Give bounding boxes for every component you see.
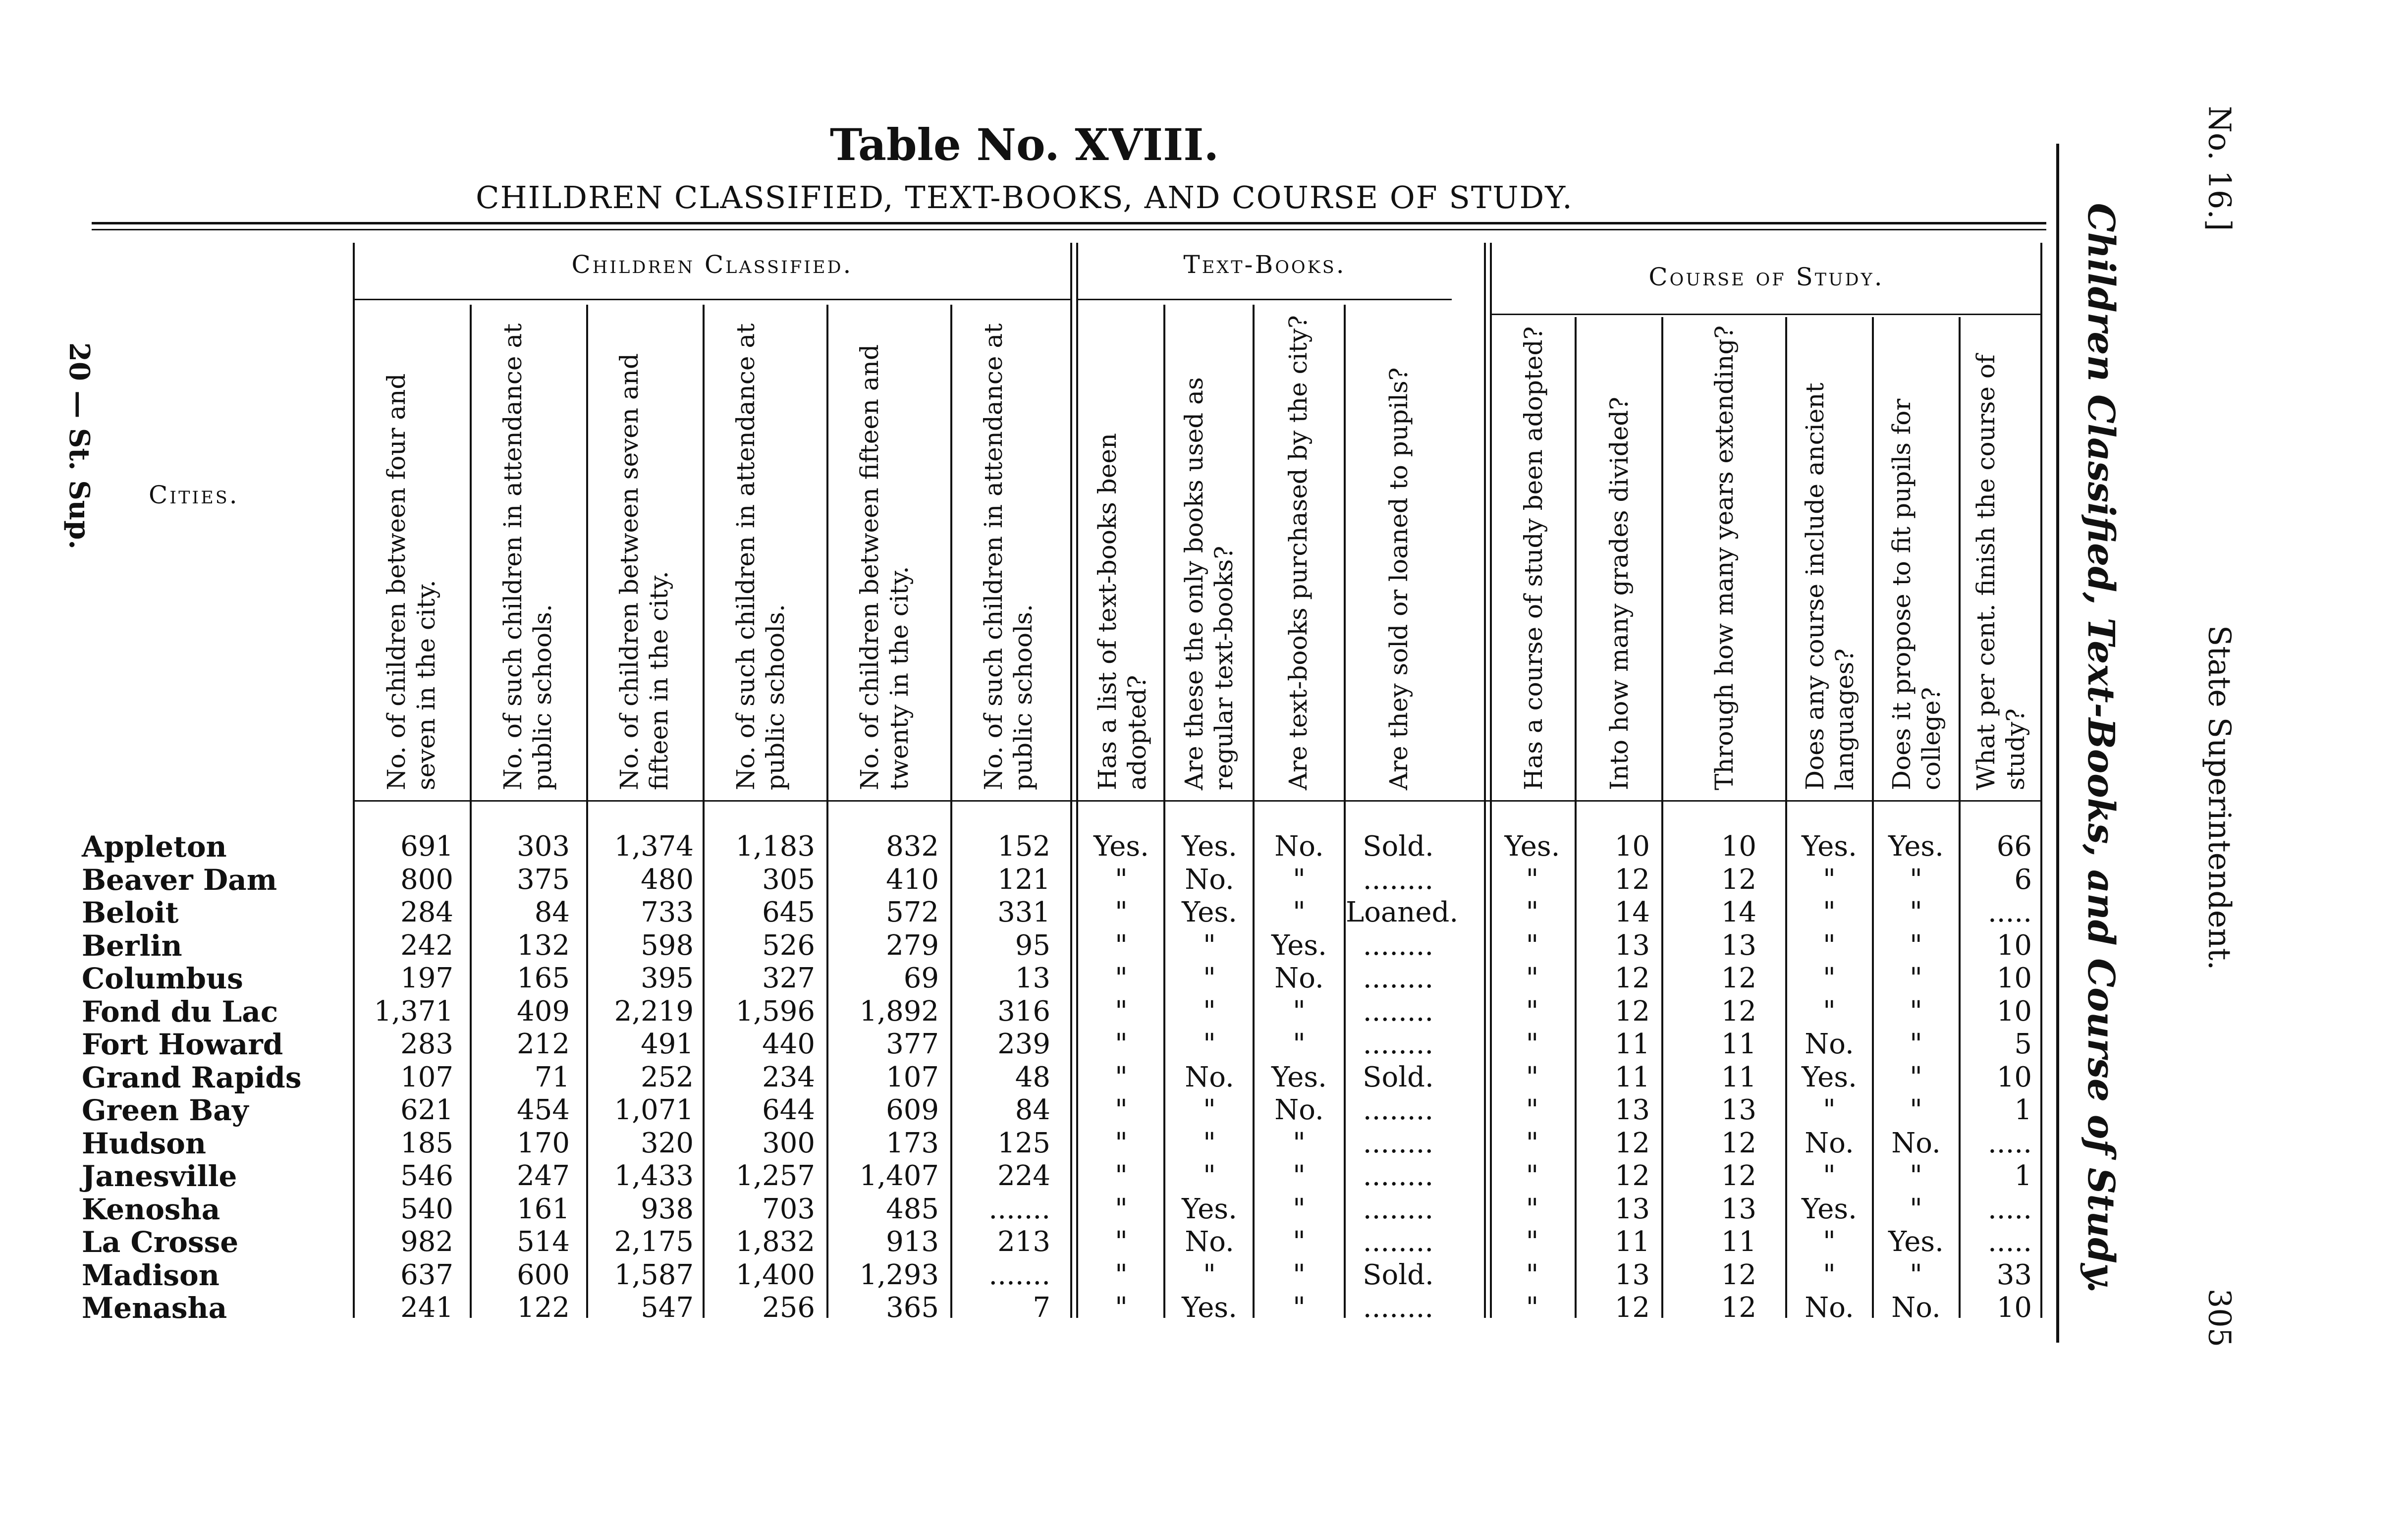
table-cell: 1,371 — [374, 995, 453, 1028]
table-cell: " — [1203, 962, 1216, 994]
table-cell: 247 — [517, 1160, 570, 1192]
table-cell: 10 — [1996, 929, 2032, 962]
table-cell: 409 — [517, 995, 570, 1028]
city-name: Kenosha — [82, 1192, 220, 1226]
issue-number: No. 16.] — [2201, 106, 2238, 231]
table-cell: 10 — [1996, 962, 2032, 994]
city-name: La Crosse — [82, 1225, 239, 1259]
table-cell: 1,293 — [859, 1258, 939, 1291]
table-cell: ........ — [1363, 962, 1434, 994]
table-cell: " — [1526, 995, 1539, 1028]
table-cell: Yes. — [1888, 1226, 1944, 1258]
table-cell: " — [1526, 1028, 1539, 1060]
table-cell: 691 — [400, 830, 453, 863]
table-cell: " — [1115, 1160, 1128, 1192]
table-cell: 12 — [1721, 1292, 1756, 1324]
table-cell: Yes. — [1182, 896, 1237, 928]
table-cell: 800 — [400, 863, 453, 896]
table-cell: ........ — [1363, 1127, 1434, 1159]
table-cell: 1,892 — [859, 995, 939, 1028]
city-name: Appleton — [82, 830, 227, 864]
table-cell: Yes. — [1182, 1193, 1237, 1225]
table-cell: " — [1526, 1258, 1539, 1291]
table-cell: " — [1823, 1258, 1836, 1291]
col-header-10: Are they sold or loaned to pupils? — [1384, 367, 1413, 790]
table-cell: 1,071 — [614, 1094, 694, 1126]
table-cell: 485 — [886, 1193, 939, 1225]
table-cell: ........ — [1363, 863, 1434, 896]
table-cell: " — [1293, 995, 1306, 1028]
city-name: Fond du Lac — [82, 994, 278, 1029]
table-cell: 395 — [641, 962, 694, 994]
city-name: Beloit — [82, 896, 179, 929]
table-cell: No. — [1891, 1127, 1941, 1159]
table-cell: ....... — [988, 1193, 1050, 1225]
table-cell: 14 — [1614, 896, 1650, 928]
col-header-3: No. of children between seven and fifteen in the city. — [615, 353, 673, 790]
table-cell: ....... — [988, 1258, 1050, 1291]
table-cell: 11 — [1614, 1028, 1650, 1060]
table-cell: 514 — [517, 1226, 570, 1258]
city-name: Columbus — [82, 962, 243, 995]
table-cell: 5 — [2014, 1028, 2032, 1060]
table-cell: " — [1293, 1226, 1306, 1258]
table-cell: 170 — [517, 1127, 570, 1159]
table-cell: 365 — [886, 1292, 939, 1324]
table-cell: ........ — [1363, 1193, 1434, 1225]
table-cell: " — [1823, 1160, 1836, 1192]
city-name: Berlin — [82, 928, 182, 963]
table-cell: No. — [1185, 863, 1234, 896]
table-cell: " — [1115, 1127, 1128, 1159]
table-cell: " — [1293, 1028, 1306, 1060]
table-cell: 11 — [1614, 1061, 1650, 1093]
table-cell: 1 — [2014, 1094, 2032, 1126]
table-cell: 320 — [641, 1127, 694, 1159]
table-cell: ........ — [1363, 1028, 1434, 1060]
table-cell: 410 — [886, 863, 939, 896]
table-cell: 256 — [762, 1292, 815, 1324]
table-cell: " — [1910, 896, 1922, 928]
table-cell: 1,433 — [614, 1160, 694, 1192]
table-cell: 645 — [762, 896, 815, 928]
table-cell: 125 — [997, 1127, 1050, 1159]
running-head-right — [2180, 106, 2259, 1362]
table-cell: " — [1293, 863, 1306, 896]
table-cell: 234 — [762, 1061, 815, 1093]
table-cell: 10 — [1996, 1292, 2032, 1324]
group-children-classified: Children Classified. — [571, 250, 853, 279]
table-cell: 132 — [517, 929, 570, 962]
table-cell: 12 — [1721, 995, 1756, 1028]
table-cell: " — [1910, 863, 1922, 896]
col-header-8: Are these the only books used as regular text-books? — [1180, 377, 1238, 790]
table-cell: Yes. — [1271, 929, 1327, 962]
table-cell: " — [1526, 1094, 1539, 1126]
table-cell: " — [1526, 1193, 1539, 1225]
table-cell: Sold. — [1363, 1258, 1434, 1291]
table-cell: 95 — [1015, 929, 1050, 962]
table-cell: 621 — [400, 1094, 453, 1126]
table-cell: 982 — [400, 1226, 453, 1258]
col-header-1: No. of children between four and seven in the city. — [382, 373, 440, 790]
table-cell: 703 — [762, 1193, 815, 1225]
table-cell: 12 — [1721, 1160, 1756, 1192]
table-cell: " — [1293, 1258, 1306, 1291]
table-cell: 1,257 — [735, 1160, 815, 1192]
table-cell: 1 — [2014, 1160, 2032, 1192]
city-name: Beaver Dam — [82, 863, 277, 897]
table-cell: 11 — [1721, 1061, 1756, 1093]
table-cell: " — [1203, 995, 1216, 1028]
table-cell: 13 — [1614, 929, 1650, 962]
table-cell: Sold. — [1363, 1061, 1434, 1093]
page-title: Table No. XVIII. — [829, 119, 1219, 170]
table-cell: 600 — [517, 1258, 570, 1291]
table-cell: " — [1526, 1061, 1539, 1093]
table-cell: " — [1115, 995, 1128, 1028]
table-cell: 10 — [1721, 830, 1756, 863]
table-cell: " — [1115, 1094, 1128, 1126]
table-cell: 12 — [1721, 1127, 1756, 1159]
table-cell: 12 — [1614, 962, 1650, 994]
table-cell: " — [1203, 1258, 1216, 1291]
table-cell: 1,596 — [735, 995, 815, 1028]
table-cell: ........ — [1363, 929, 1434, 962]
table-cell: Yes. — [1888, 830, 1944, 863]
table-cell: " — [1823, 1094, 1836, 1126]
city-name: Menasha — [82, 1291, 227, 1325]
table-cell: " — [1910, 1160, 1922, 1192]
table-cell: No. — [1805, 1127, 1854, 1159]
table-cell: Loaned. — [1346, 896, 1459, 928]
table-cell: " — [1823, 1226, 1836, 1258]
table-cell: ..... — [1987, 1193, 2032, 1225]
table-cell: 1,183 — [735, 830, 815, 863]
table-cell: 303 — [517, 830, 570, 863]
table-cell: " — [1115, 1226, 1128, 1258]
table-cell: No. — [1805, 1292, 1854, 1324]
table-cell: 526 — [762, 929, 815, 962]
table-cell: 84 — [1015, 1094, 1050, 1126]
table-cell: 1,374 — [614, 830, 694, 863]
table-cell: " — [1203, 1160, 1216, 1192]
table-cell: " — [1910, 1258, 1922, 1291]
table-cell: 598 — [641, 929, 694, 962]
table-cell: " — [1293, 1127, 1306, 1159]
table-cell: 213 — [997, 1226, 1050, 1258]
table-cell: 609 — [886, 1094, 939, 1126]
table-cell: 547 — [641, 1292, 694, 1324]
table-cell: 84 — [534, 896, 570, 928]
table-cell: 316 — [997, 995, 1050, 1028]
col-header-15: Does it propose to fit pupils for college? — [1887, 398, 1946, 790]
table-cell: ........ — [1363, 995, 1434, 1028]
col-header-13: Through how many years extending? — [1710, 325, 1739, 790]
table-cell: " — [1526, 1160, 1539, 1192]
table-cell: " — [1203, 929, 1216, 962]
col-header-6: No. of such children in attendance at public schools. — [979, 323, 1038, 790]
table-cell: 327 — [762, 962, 815, 994]
table-cell: 733 — [641, 896, 694, 928]
table-cell: " — [1293, 1160, 1306, 1192]
col-header-11: Has a course of study been adopted? — [1519, 326, 1548, 790]
col-header-9: Are text-books purchased by the city? — [1284, 315, 1313, 790]
table-cell: 12 — [1721, 962, 1756, 994]
table-cell: " — [1910, 1193, 1922, 1225]
table-cell: 375 — [517, 863, 570, 896]
table-cell: 152 — [997, 830, 1050, 863]
table-cell: " — [1115, 929, 1128, 962]
table-cell: 33 — [1996, 1258, 2032, 1291]
table-cell: 48 — [1015, 1061, 1050, 1093]
table-cell: 832 — [886, 830, 939, 863]
cities-header: Cities. — [149, 481, 239, 509]
table-cell: 252 — [641, 1061, 694, 1093]
table-cell: 224 — [997, 1160, 1050, 1192]
table-cell: 540 — [400, 1193, 453, 1225]
table-cell: ..... — [1987, 1127, 2032, 1159]
table-cell: Yes. — [1182, 830, 1237, 863]
table-cell: Yes. — [1802, 1061, 1857, 1093]
page-number: 305 — [2201, 1288, 2238, 1348]
table-cell: 283 — [400, 1028, 453, 1060]
table-cell: 13 — [1015, 962, 1050, 994]
table-cell: 185 — [400, 1127, 453, 1159]
page-subtitle: CHILDREN CLASSIFIED, TEXT-BOOKS, AND COURSE OF STUDY. — [476, 179, 1573, 216]
table-cell: 122 — [517, 1292, 570, 1324]
table-cell: 197 — [400, 962, 453, 994]
table-cell: No. — [1274, 830, 1324, 863]
group-text-books: Text-Books. — [1183, 250, 1346, 279]
table-cell: " — [1526, 1127, 1539, 1159]
city-name: Janesville — [82, 1159, 237, 1193]
table-cell: 454 — [517, 1094, 570, 1126]
table-cell: " — [1526, 896, 1539, 928]
table-cell: Yes. — [1182, 1292, 1237, 1324]
table-cell: 69 — [903, 962, 939, 994]
table-cell: ........ — [1363, 1226, 1434, 1258]
table-cell: Yes. — [1094, 830, 1149, 863]
table-cell: " — [1526, 863, 1539, 896]
table-cell: " — [1115, 896, 1128, 928]
table-cell: 10 — [1996, 1061, 2032, 1093]
table-cell: 12 — [1614, 995, 1650, 1028]
table-cell: 2,219 — [614, 995, 694, 1028]
table-cell: Yes. — [1802, 830, 1857, 863]
col-header-14: Does any course include ancient languages? — [1800, 382, 1859, 790]
city-name: Hudson — [82, 1126, 207, 1160]
side-title: Children Classified, Text-Books, and Course of Study. — [2080, 203, 2122, 1294]
col-header-2: No. of such children in attendance at public schools. — [498, 323, 557, 790]
table-cell: " — [1823, 929, 1836, 962]
table-cell: " — [1823, 995, 1836, 1028]
running-head-title: State Superintendent. — [2201, 625, 2238, 971]
table-cell: " — [1910, 1094, 1922, 1126]
table-cell: 12 — [1614, 863, 1650, 896]
table-cell: 644 — [762, 1094, 815, 1126]
table-cell: " — [1203, 1127, 1216, 1159]
table-cell: " — [1203, 1028, 1216, 1060]
table-cell: No. — [1274, 962, 1324, 994]
table-cell: 107 — [886, 1061, 939, 1093]
table-cell: 1,832 — [735, 1226, 815, 1258]
table-cell: 284 — [400, 896, 453, 928]
table-cell: " — [1526, 962, 1539, 994]
table-cell: 1,587 — [614, 1258, 694, 1291]
table-cell: 11 — [1721, 1028, 1756, 1060]
table-cell: " — [1910, 1028, 1922, 1060]
table-cell: 10 — [1614, 830, 1650, 863]
table-cell: Yes. — [1271, 1061, 1327, 1093]
table-cell: 279 — [886, 929, 939, 962]
running-head-left: 20 — St. Sup. — [63, 342, 96, 550]
table-cell: 938 — [641, 1193, 694, 1225]
table-cell: 572 — [886, 896, 939, 928]
table-cell: Sold. — [1363, 830, 1434, 863]
table-cell: " — [1115, 962, 1128, 994]
table-cell: No. — [1185, 1061, 1234, 1093]
table-cell: " — [1526, 929, 1539, 962]
table-cell: " — [1115, 1061, 1128, 1093]
table-cell: 242 — [400, 929, 453, 962]
table-cell: " — [1823, 863, 1836, 896]
table-cell: 165 — [517, 962, 570, 994]
table-cell: 1,407 — [859, 1160, 939, 1192]
table-cell: " — [1115, 863, 1128, 896]
table-cell: 212 — [517, 1028, 570, 1060]
table-cell: 12 — [1614, 1292, 1650, 1324]
table-cell: ........ — [1363, 1160, 1434, 1192]
table-cell: Yes. — [1504, 830, 1560, 863]
table-cell: 13 — [1614, 1094, 1650, 1126]
table-cell: 12 — [1614, 1160, 1650, 1192]
table-cell: 377 — [886, 1028, 939, 1060]
table-cell: 7 — [1033, 1292, 1050, 1324]
table-cell: 480 — [641, 863, 694, 896]
table-cell: " — [1293, 1193, 1306, 1225]
table-cell: Yes. — [1802, 1193, 1857, 1225]
table-cell: 637 — [400, 1258, 453, 1291]
table-cell: 13 — [1721, 1193, 1756, 1225]
table-cell: " — [1910, 962, 1922, 994]
table-cell: 546 — [400, 1160, 453, 1192]
table-cell: ..... — [1987, 1226, 2032, 1258]
city-name: Madison — [82, 1258, 219, 1292]
table-cell: ........ — [1363, 1094, 1434, 1126]
table-cell: No. — [1805, 1028, 1854, 1060]
col-header-7: Has a list of text-books been adopted? — [1093, 433, 1151, 790]
table-cell: 305 — [762, 863, 815, 896]
table-cell: " — [1115, 1258, 1128, 1291]
table-cell: 913 — [886, 1226, 939, 1258]
table-cell: 6 — [2014, 863, 2032, 896]
table-cell: No. — [1274, 1094, 1324, 1126]
table-cell: " — [1115, 1292, 1128, 1324]
table-cell: ..... — [1987, 896, 2032, 928]
col-header-4: No. of such children in attendance at public schools. — [731, 323, 790, 790]
table-cell: 13 — [1614, 1258, 1650, 1291]
col-header-16: What per cent. finish the course of study? — [1971, 354, 2030, 790]
table-cell: " — [1115, 1028, 1128, 1060]
table-cell: 1,400 — [735, 1258, 815, 1291]
table-cell: 331 — [997, 896, 1050, 928]
table-cell: 12 — [1721, 1258, 1756, 1291]
table-cell: 13 — [1614, 1193, 1650, 1225]
table-cell: " — [1293, 896, 1306, 928]
table-cell: 440 — [762, 1028, 815, 1060]
table-cell: ........ — [1363, 1292, 1434, 1324]
table-cell: 14 — [1721, 896, 1756, 928]
table-cell: " — [1910, 995, 1922, 1028]
table-cell: 491 — [641, 1028, 694, 1060]
table-cell: 11 — [1614, 1226, 1650, 1258]
table-cell: 241 — [400, 1292, 453, 1324]
table-cell: 13 — [1721, 1094, 1756, 1126]
table-cell: 107 — [400, 1061, 453, 1093]
table-cell: " — [1526, 1292, 1539, 1324]
group-course-of-study: Course of Study. — [1648, 263, 1884, 291]
table-cell: No. — [1185, 1226, 1234, 1258]
page-edge-rule — [2056, 144, 2059, 1343]
table-cell: 300 — [762, 1127, 815, 1159]
table-cell: 121 — [997, 863, 1050, 896]
table-cell: 11 — [1721, 1226, 1756, 1258]
table-cell: 13 — [1721, 929, 1756, 962]
table-cell: " — [1203, 1094, 1216, 1126]
table-cell: 71 — [534, 1061, 570, 1093]
table-cell: " — [1823, 962, 1836, 994]
table-cell: 10 — [1996, 995, 2032, 1028]
table-cell: " — [1823, 896, 1836, 928]
table-cell: " — [1910, 1061, 1922, 1093]
table-cell: No. — [1891, 1292, 1941, 1324]
city-name: Grand Rapids — [82, 1060, 302, 1094]
table-cell: 2,175 — [614, 1226, 694, 1258]
table-cell: 66 — [1996, 830, 2032, 863]
table-cell: " — [1526, 1226, 1539, 1258]
table-cell: " — [1293, 1292, 1306, 1324]
table-cell: " — [1115, 1193, 1128, 1225]
table-cell: " — [1910, 929, 1922, 962]
col-header-5: No. of children between fifteen and twenty in the city. — [855, 344, 914, 790]
city-name: Green Bay — [82, 1093, 249, 1127]
table-cell: 173 — [886, 1127, 939, 1159]
table-cell: 12 — [1614, 1127, 1650, 1159]
city-name: Fort Howard — [82, 1028, 283, 1061]
col-header-12: Into how many grades divided? — [1604, 396, 1634, 790]
table-cell: 12 — [1721, 863, 1756, 896]
table-cell: 239 — [997, 1028, 1050, 1060]
table-cell: 161 — [517, 1193, 570, 1225]
